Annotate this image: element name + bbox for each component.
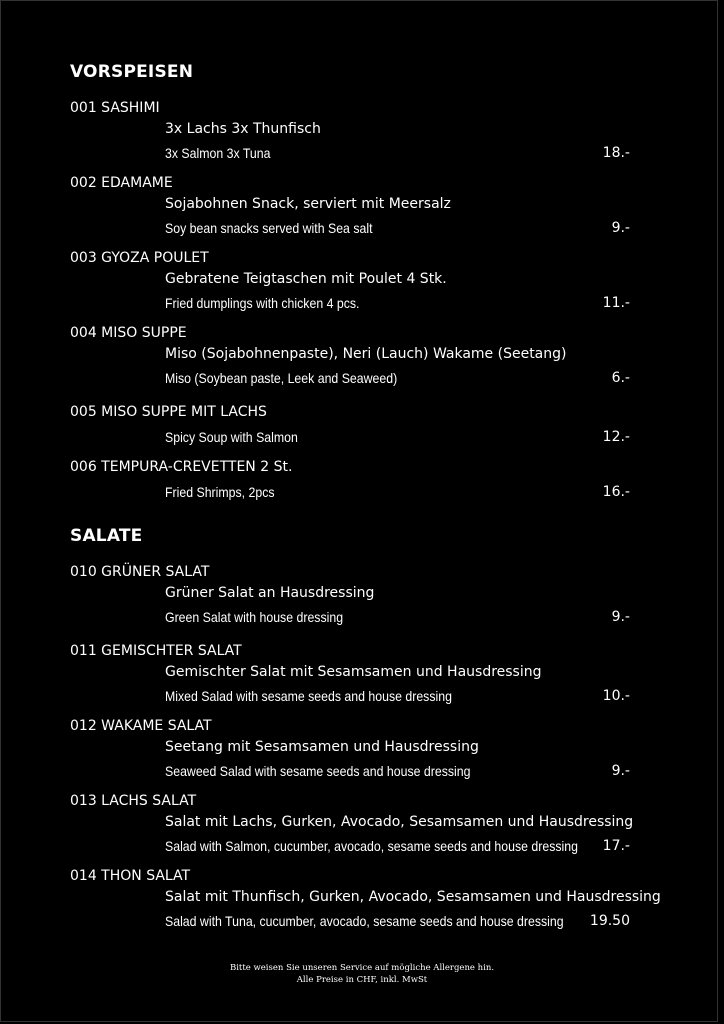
item-description-en: Fried dumplings with chicken 4 pcs. <box>165 295 360 311</box>
item-description-en: Green Salat with house dressing <box>165 609 344 625</box>
item-description-en: 3x Salmon 3x Tuna <box>165 145 271 161</box>
item-description-en: Fried Shrimps, 2pcs <box>165 484 275 500</box>
item-description-de: Salat mit Lachs, Gurken, Avocado, Sesamsamen und Hausdressing <box>165 814 634 830</box>
item-description-en: Spicy Soup with Salmon <box>165 429 298 445</box>
item-description-en: Mixed Salad with sesame seeds and house dressing <box>165 688 452 704</box>
item-name: 002 EDAMAME <box>70 175 173 191</box>
item-price: 19.50 <box>589 913 630 929</box>
item-description-en: Soy bean snacks served with Sea salt <box>165 220 373 236</box>
item-name: 014 THON SALAT <box>70 868 191 884</box>
item-price: 9.- <box>611 609 630 625</box>
item-description-de: Salat mit Thunfisch, Gurken, Avocado, Sesamsamen und Hausdressing <box>165 889 661 905</box>
item-price: 6.- <box>611 370 630 386</box>
item-name: 006 TEMPURA-CREVETTEN 2 St. <box>70 459 293 475</box>
item-name: 004 MISO SUPPE <box>70 325 187 341</box>
price-notice: Alle Preise in CHF, inkl. MwSt <box>296 975 428 985</box>
item-description-de: Grüner Salat an Hausdressing <box>165 585 375 601</box>
item-description-en: Miso (Soybean paste, Leek and Seaweed) <box>165 370 398 386</box>
item-price: 10.- <box>602 688 630 704</box>
item-name: 013 LACHS SALAT <box>70 793 197 809</box>
item-price: 9.- <box>611 763 630 779</box>
item-description-en: Salad with Tuna, cucumber, avocado, sesame seeds and house dressing <box>165 913 564 929</box>
item-name: 011 GEMISCHTER SALAT <box>70 643 242 659</box>
item-description-de: Miso (Sojabohnenpaste), Neri (Lauch) Wakame (Seetang) <box>165 346 567 362</box>
item-price: 18.- <box>602 145 630 161</box>
item-price: 16.- <box>602 484 630 500</box>
item-description-de: Gemischter Salat mit Sesamsamen und Hausdressing <box>165 664 542 680</box>
item-price: 9.- <box>611 220 630 236</box>
item-price: 11.- <box>602 295 630 311</box>
item-description-de: 3x Lachs 3x Thunfisch <box>165 121 321 137</box>
item-name: 012 WAKAME SALAT <box>70 718 212 734</box>
item-description-de: Sojabohnen Snack, serviert mit Meersalz <box>165 196 451 212</box>
section-title-salate: SALATE <box>70 526 143 546</box>
item-name: 005 MISO SUPPE MIT LACHS <box>70 404 267 420</box>
footer-note <box>0 962 724 986</box>
item-name: 003 GYOZA POULET <box>70 250 209 266</box>
item-name: 010 GRÜNER SALAT <box>70 564 210 580</box>
item-description-de: Seetang mit Sesamsamen und Hausdressing <box>165 739 479 755</box>
item-description-de: Gebratene Teigtaschen mit Poulet 4 Stk. <box>165 271 447 287</box>
item-price: 17.- <box>602 838 630 854</box>
section-title-vorspeisen: VORSPEISEN <box>70 62 194 82</box>
item-description-en: Salad with Salmon, cucumber, avocado, sesame seeds and house dressing <box>165 838 578 854</box>
item-description-en: Seaweed Salad with sesame seeds and house dressing <box>165 763 471 779</box>
item-price: 12.- <box>602 429 630 445</box>
item-name: 001 SASHIMI <box>70 100 160 116</box>
allergen-notice: Bitte weisen Sie unseren Service auf mögliche Allergene hin. <box>229 963 495 973</box>
